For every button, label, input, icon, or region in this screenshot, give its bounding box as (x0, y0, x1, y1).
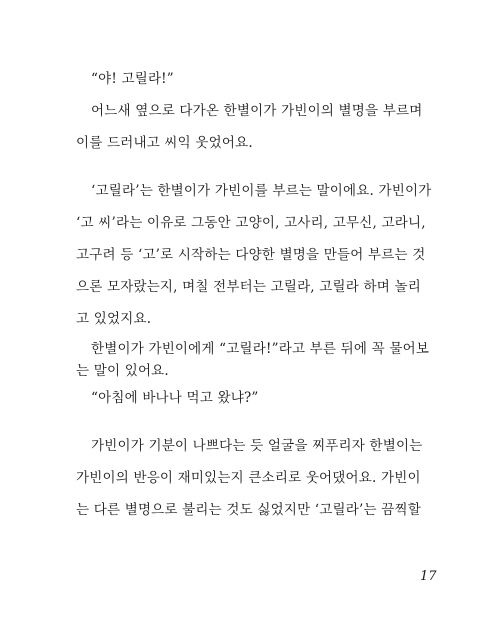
text-line: 어느새 옆으로 다가온 한별이가 가빈이의 별명을 부르며 (91, 103, 423, 119)
text-line: “아침에 바나나 먹고 왔냐?” (91, 390, 259, 406)
text-line: “야! 고릴라!” (91, 71, 174, 87)
text-line: 가빈이의 반응이 재미있는지 큰소리로 웃어댔어요. 가빈이 (76, 470, 421, 486)
text-line: 가빈이가 기분이 나쁘다는 듯 얼굴을 찌푸리자 한별이는 (91, 438, 423, 454)
text-line: 고 있었지요. (76, 311, 152, 327)
page-number: 17 (420, 569, 437, 584)
text-line: ‘고 씨’라는 이유로 그동안 고양이, 고사리, 고무신, 고라니, (76, 215, 426, 231)
text-line: ‘고릴라’는 한별이가 가빈이를 부르는 말이에요. 가빈이가 (91, 183, 432, 199)
text-line: 한별이가 가빈이에게 “고릴라!”라고 부른 뒤에 꼭 물어보 (91, 341, 430, 357)
text-line: 는 말이 있어요. (76, 363, 169, 379)
text-line: 이를 드러내고 씨익 웃었어요. (76, 135, 253, 151)
text-line: 는 다른 별명으로 불리는 것도 싫었지만 ‘고릴라’는 끔찍할 (76, 502, 421, 518)
text-line: 고구려 등 ‘고’로 시작하는 다양한 별명을 만들어 부르는 것 (76, 247, 426, 263)
text-line: 으론 모자랐는지, 며칠 전부터는 고릴라, 고릴라 하며 놀리 (76, 279, 421, 295)
